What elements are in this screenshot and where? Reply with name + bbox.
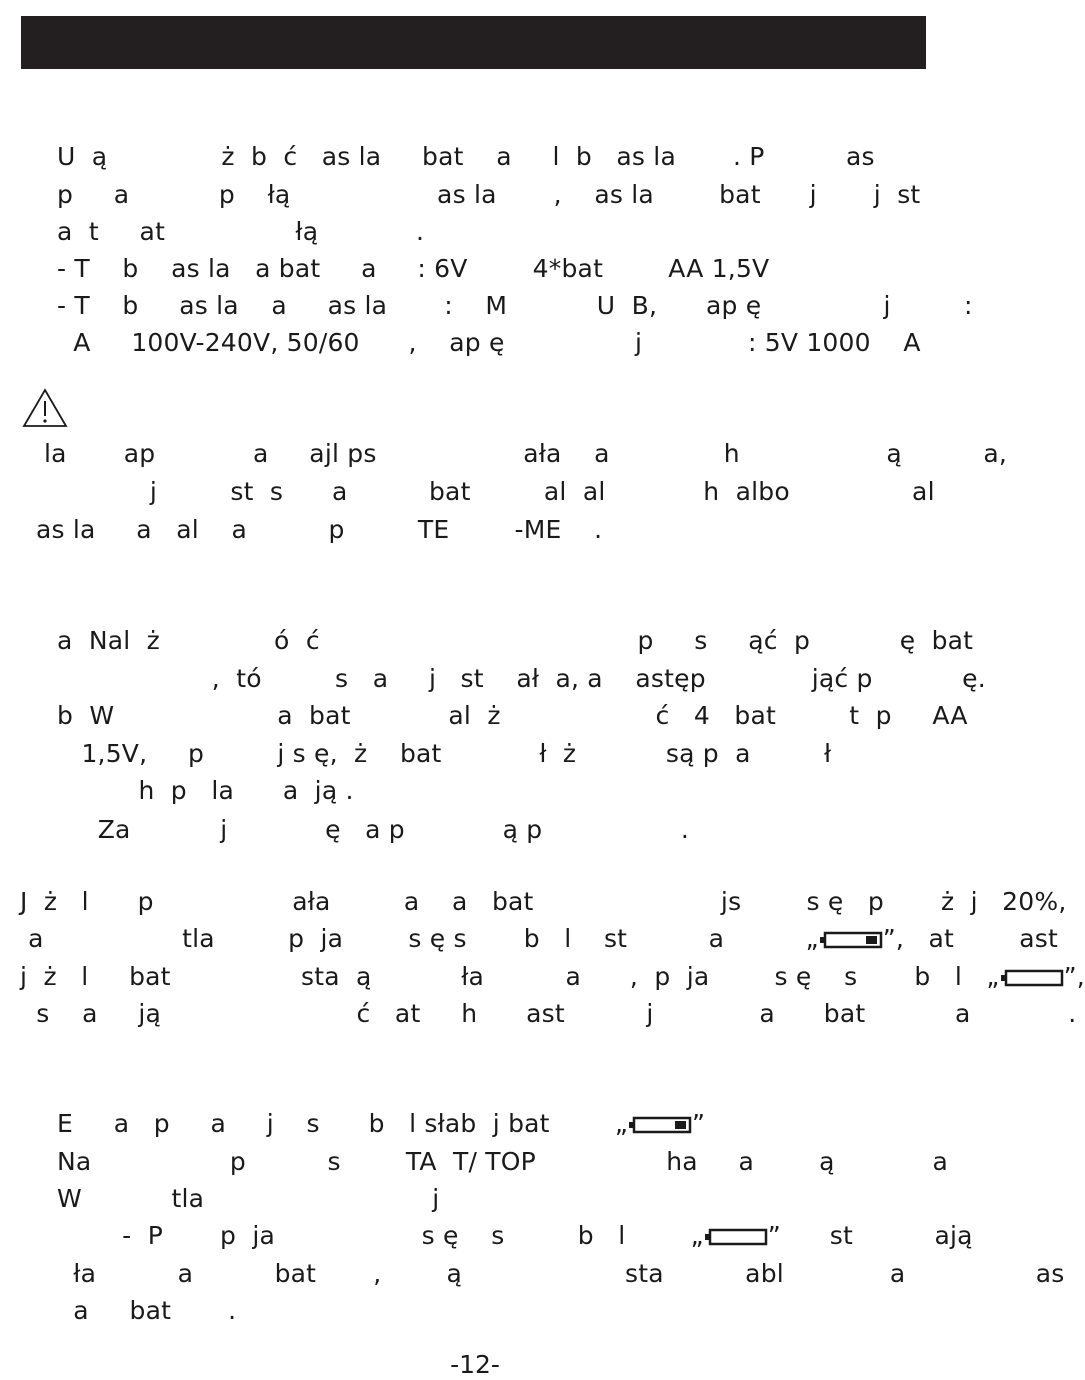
- final-line-5: ła a bat , ą sta abl a as: [57, 1259, 1065, 1288]
- step-a-line-1: a Nal ż ó ć p s ąć p ę bat: [57, 626, 974, 655]
- warning-triangle-icon: [22, 388, 68, 428]
- intro-line-1: U ą ż b ć as la bat a l b as la . P as: [57, 142, 875, 171]
- step-b-line-1: b W a bat al ż ć 4 bat t p AA: [57, 701, 968, 730]
- step-b-line-2: 1,5V, p j s ę, ż bat ł ż są p a ł: [57, 739, 832, 768]
- battery-empty-icon: [704, 1228, 768, 1246]
- spec-usb-power: - T b as la a as la : M U B, ap ę j :: [57, 291, 973, 320]
- spec-battery-power: - T b as la a bat a : 6V 4*bat AA 1,5V: [57, 254, 770, 283]
- battery-info-line-2: a tla p ja s ę s b l st a „ ”, at ast: [20, 924, 1058, 953]
- step-a-line-2: , tó s a j st ał a, a astęp jąć p ę.: [57, 664, 986, 693]
- step-b-line-4: Za j ę a p ą p .: [57, 815, 689, 844]
- page-number: -12-: [450, 1350, 500, 1379]
- final-line-2: Na p s TA T/ TOP ha a ą a: [57, 1147, 948, 1176]
- battery-low-icon: [819, 931, 883, 949]
- intro-line-2: p a p łą as la , as la bat j j st: [57, 180, 921, 209]
- battery-low-icon: [628, 1116, 692, 1134]
- intro-line-3: a t at łą .: [57, 217, 425, 246]
- warning-line-2: j st s a bat al al h albo al: [44, 477, 935, 506]
- final-line-4: - P p ja s ę s b l „ ” st ają: [57, 1221, 973, 1250]
- battery-info-line-1: J ż l p ała a a bat js s ę p ż j 20%,: [20, 887, 1067, 916]
- spec-adapter-values: A 100V-240V, 50/60 , ap ę j : 5V 1000 A: [57, 328, 921, 357]
- final-line-3: W tla j: [57, 1184, 440, 1213]
- final-line-1: E a p a j s b l słab j bat „ ”: [57, 1109, 706, 1138]
- battery-info-line-3: j ż l bat sta ą ła a , p ja s ę s b l „ ”,: [20, 962, 1085, 991]
- header-bar: [21, 16, 926, 69]
- warning-line-3: as la a al a p TE -ME .: [36, 515, 603, 544]
- warning-line-1: la ap a ajl ps ała a h ą a,: [44, 439, 1008, 468]
- battery-empty-icon: [1000, 969, 1064, 987]
- step-b-line-3: h p la a ją .: [57, 776, 354, 805]
- battery-info-line-4: s a ją ć at h ast j a bat a .: [20, 999, 1077, 1028]
- final-line-6: a bat .: [57, 1296, 237, 1325]
